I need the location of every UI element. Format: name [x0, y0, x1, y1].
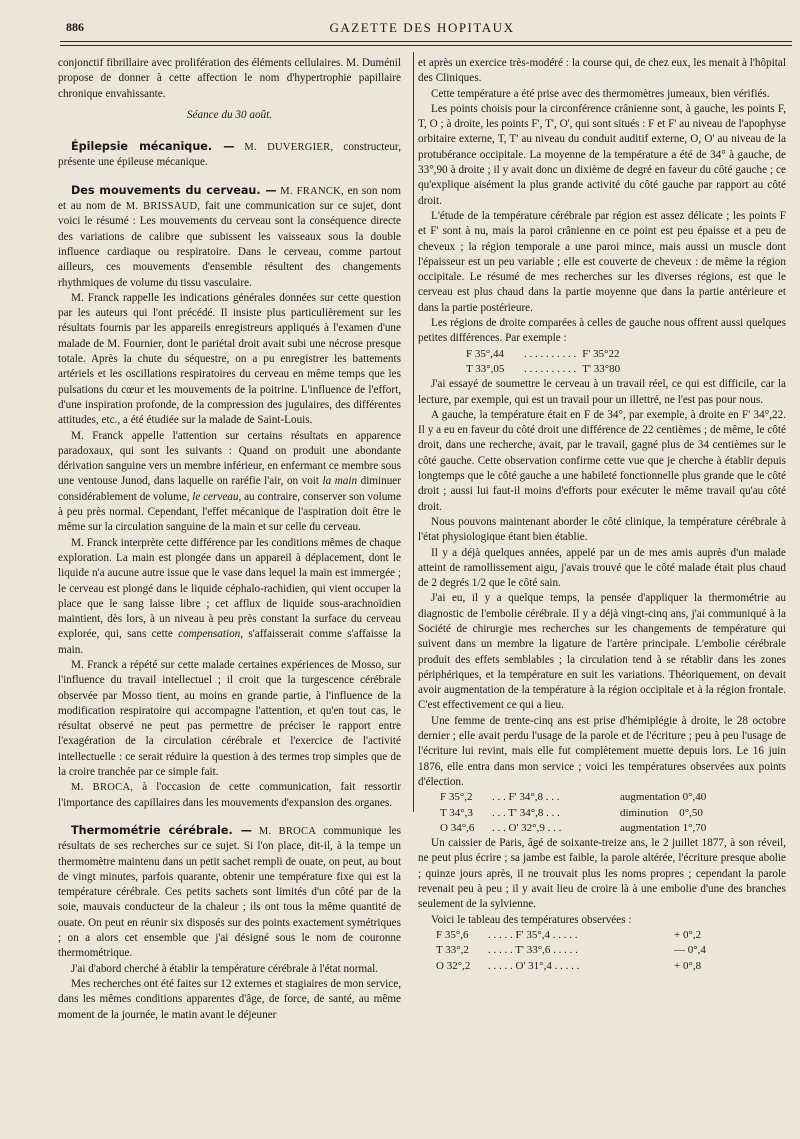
author-name: M. BROCA,	[71, 782, 134, 794]
paragraph: J'ai d'abord cherché à établir la température cérébrale à l'état normal.	[71, 962, 379, 975]
paragraph-text: s'affaisserait comme s'affaisse la main.	[58, 628, 401, 656]
observation-row	[418, 790, 786, 805]
temperature-right: F' 35°22	[582, 347, 620, 360]
temperature-middle: . . . O' 32°,9 . . .	[492, 821, 562, 834]
paragraph-thermometrie	[58, 823, 401, 962]
temperature-middle: . . . . . O' 31°,4 . . . . .	[488, 959, 580, 972]
observation-row	[418, 959, 786, 974]
temperature-middle: . . . . . T' 33°,6 . . . . .	[488, 944, 578, 957]
paragraph: J'ai eu, il y a quelque temps, la pensée d'appliquer la thermométrie au diagnostic de l'embolie cérébrale. Il y a déjà vingt-cinq ans, j'ai communiqué à la Société de chirurgie mes recherches sur les changements de température qui suivent dans un membre la ligature de l'artère principale. L'embolie cérébrale produit des effets semblables ; la circulation tend à se rétablir dans les zones périphériques, et la température en suit les variations. Théoriquement, on devait avoir augmentation de la température à la région occipitale et à la région frontale. C'est effectivement ce qui a lieu.	[418, 592, 786, 712]
column-divider	[413, 52, 414, 812]
author-name: M. FRANCK,	[280, 185, 344, 197]
paragraph-text: fait une communication sur ce sujet, dont voici le résumé : Les mouvements du cerveau sont la conséquence directe des variations de calibre que subissent les vaisseaux sous la double influence cardiaque ou respiratoire. Dans le cerveau, comme partout ailleurs, ces mouvements d'ensemble résultent des changements rhythmiques de volume du tissu vasculaire.	[58, 200, 401, 289]
section-heading: Thermométrie cérébrale. —	[71, 823, 252, 837]
temperature-left: T 33°,2	[436, 944, 469, 957]
paragraph: A gauche, la température était en F de 34°, par exemple, à droite en F' 34°,22. Il y a eu en faveur du côté droit une différence de 22 centièmes ; de même, le côté droit, dans une recherche, avait, par le travail, gagné plus de 34 centièmes sur le côté gauche. Cette observation confirme cette vue que je cherche à établir depuis longtemps que le côté gauche a une habileté fonctionnelle plus grande que le côté droit ; aussi lui faut-il moins d'efforts pour exécuter le même travail qu'au côté droit.	[418, 408, 786, 513]
paragraph: Un caissier de Paris, âgé de soixante-treize ans, le 2 juillet 1877, à son réveil, ne peut plus écrire ; sa jambe est faible, la parole altérée, l'écriture presque abolie ; quinze jours après, il ne trouvait plus les noms propres ; cependant la parole revenait peu à peu ; il y avait lieu de croire là à une embolie d'une des branches seulement de la sylvienne.	[418, 837, 786, 911]
paragraph: Cette température a été prise avec des thermomètres jumeaux, bien vérifiés.	[431, 87, 770, 100]
paragraph-text: en son nom et au nom de	[58, 184, 402, 213]
temperature-variation: augmentation 1°,70	[620, 821, 707, 834]
temperature-middle: . . . T' 34°,8 . . .	[492, 806, 560, 819]
page-number: 886	[66, 20, 84, 34]
paragraph-text: au contraire, conserver son volume à peu près normal. Cependant, l'effet mécanique de l'aspiration doit être le même sur la circulation sanguine de la main et sur celle du cerveau.	[58, 490, 401, 534]
paragraph: Nous pouvons maintenant aborder le côté clinique, la température cérébrale à l'état physiologique étant bien établie.	[418, 515, 786, 544]
observation-row	[418, 943, 786, 958]
paragraph	[58, 780, 401, 811]
left-column	[58, 56, 401, 1023]
observation-row	[418, 806, 786, 821]
temperature-row	[418, 347, 786, 362]
spacer	[58, 171, 401, 183]
paragraph: M. Franck a répété sur cette malade certaines expériences de Mosso, sur l'influence du travail intellectuel ; il croit que la turgescence cérébrale observée par Mosso tient, au moins en grande partie, à l'influence de la modification respiratoire qui accompagne l'attention, et qu'en tout cas, le résultat observé ne peut pas permettre de préciser le rapport entre l'exagération de la circulation cérébrale et l'exercice de l'activité intellectuelle : ce serait réduire la question à des termes trop simples que de la croire tranchée par ce simple fait.	[58, 658, 401, 779]
emphasis: le cerveau,	[192, 490, 242, 503]
temperature-left: F 35°,44	[466, 347, 505, 360]
temperature-row	[418, 362, 786, 377]
paragraph-text: communique les résultats de ses recherches sur ce sujet. Si l'on place, dit-il, à la tempe un thermomètre maintenu dans un petit sachet rempli de ouate, on peut, au bout de vingt minutes, parfois quarante, obtenir une température fixe qui est la température cérébrale. Ces petits sachets sont limités d'un côté par de la soie, mauvais conducteur de la chaleur ; ils ont tous la même quantité de ouate. On peut en réunir six disposés sur des points exactement symétriques ; on a alors cet ensemble que j'ai désigné sous le nom de couronne thermométrique.	[58, 824, 402, 960]
temperature-variation: augmentation 0°,40	[620, 791, 707, 804]
paragraph-text: à l'occasion de cette communication, fait ressortir l'importance des capillaires dans les mouvements d'expansion des organes.	[58, 781, 401, 809]
paragraph: M. Franck rappelle les indications générales données sur cette question par les auteurs qui l'ont précédé. Il insiste plus particulièrement sur les résultats fournis par les appareils enregistreurs appliqués à l'examen d'une malade de M. Fournier, dont le pariétal droit avait subi une nécrose presque totale. Après la chute du séquestre, on a pu enregistrer les battements artériels et les oscillations respiratoires du cerveau en même temps que les pulsations du cœur et les mouvements de la poitrine. L'influence de l'effort, d'une inspiration profonde, de la compression des jugulaires, des différentes attitudes, etc., a été étudiée sur la malade de Saint-Louis.	[58, 291, 401, 427]
paragraph: Une femme de trente-cinq ans est prise d'hémiplégie à droite, le 28 octobre dernier ; elle avait perdu l'usage de la parole et de l'écriture ; peu à peu l'usage de l'écriture lui revint, mais elle fut complètement muette depuis lors. Le 16 juin 1876, elle entra dans mon service ; voici les températures observées aux points d'élection.	[418, 714, 786, 788]
temperature-variation: + 0°,8	[674, 959, 702, 972]
temperature-left: T 34°,3	[440, 806, 473, 819]
paragraph: J'ai essayé de soumettre le cerveau à un travail réel, ce qui est difficile, car la lecture, par exemple, qui est un travail pour un illettré, ne l'est pas pour nous.	[418, 378, 786, 406]
temperature-left: O 34°,6	[440, 821, 475, 834]
temperature-left: O 32°,2	[436, 959, 471, 972]
paragraph: Mes recherches ont été faites sur 12 externes et stagiaires de mon service, dans les mêmes conditions apparentes d'âge, de force, de santé, au même moment de la journée, le matin avant le déjeuner	[58, 977, 401, 1021]
paragraph: Les points choisis pour la circonférence crânienne sont, à gauche, les points F, T, O ; à droite, les points F', T', O', qui sont situés : F et F' au niveau de l'apophyse orbitaire externe, T, T' au niveau du conduit auditif externe, O, O' au niveau de la protubérance occipitale. La moyenne de la température a été de 34° à gauche, de 33°,90 à droite ; il y avait donc un dixième de degré en faveur du côté gauche ; ce qu'explique aisément la plus grande activité du côté gauche par rapport au côté droit.	[418, 102, 786, 207]
page-header	[52, 14, 792, 40]
paragraph-text: diminuer considérablement de volume,	[58, 475, 401, 503]
paragraph-mouvements	[58, 183, 401, 291]
observation-row	[418, 821, 786, 836]
header-rule-double	[60, 45, 792, 46]
dot-leader: . . . . . . . . . .	[524, 347, 577, 360]
observation-row	[418, 928, 786, 943]
temperature-left: F 35°,6	[436, 928, 469, 941]
temperature-right: T' 33°80	[582, 362, 621, 375]
paragraph-text: M. Franck interprète cette différence par les conditions mêmes de chaque exploration. La main est plongée dans un appareil à déplacement, dont le liquide n'a aucune autre issue que le vase dans lequel la main est immergée ; le cerveau est plongé dans le liquide céphalo-rachidien, qui vient occuper la place que le sang laisse libre ; cet afflux de liquide sous-arachnoïdien maintient, dès lors, à un niveau à peu près constant la surface du cerveau explorée, qui, sans cette	[58, 536, 401, 641]
author-name: M. BRISSAUD,	[125, 201, 201, 213]
paragraph: conjonctif fibrillaire avec prolifération des éléments cellulaires. M. Duménil propose de donner à cette affection le nom d'hypertrophie papillaire chronique envahissante.	[58, 57, 401, 100]
paragraph: et après un exercice très-modéré : la course qui, de chez eux, les menait à l'hôpital des Cliniques.	[418, 57, 786, 85]
dot-leader: . . . . . . . . . .	[524, 362, 577, 375]
paragraph: L'étude de la température cérébrale par région est assez délicate ; les points F et F' sont à nu, mais la paroi crânienne en ce point est peu épaisse et a peu de cheveux ; la région temporale a une paroi mince, mais aussi un muscle dont l'épaisseur est un peu variable ; elle est couverte de cheveux : de même la région occipitale. Le résumé de mes recherches sur les diverses régions, est que le cerveau est plus chaud dans la partie moyenne que dans la partie antérieure et dans la partie postérieure.	[418, 209, 786, 314]
paragraph: Il y a déjà quelques années, appelé par un de mes amis auprès d'un malade atteint de ramollissement aigu, j'avais trouvé que le côté malade était plus chaud de 2 degrés 1/2 que le côté sain.	[418, 546, 786, 590]
emphasis: compensation,	[178, 628, 244, 641]
session-date: Séance du 30 août.	[186, 108, 273, 121]
temperature-middle: . . . F' 34°,8 . . .	[492, 791, 560, 804]
spacer	[58, 811, 401, 823]
spacer	[58, 127, 401, 139]
paragraph-epilepsie	[58, 139, 401, 171]
paragraph-text: constructeur, présente une épileuse mécanique.	[58, 141, 402, 169]
header-rule	[60, 41, 792, 42]
paragraph	[58, 536, 401, 658]
section-heading: Des mouvements du cerveau. —	[71, 183, 277, 197]
temperature-variation: diminution 0°,50	[620, 806, 703, 819]
author-name: M. BROCA	[258, 825, 317, 837]
temperature-variation: + 0°,2	[674, 928, 702, 941]
temperature-left: F 35°,2	[440, 791, 473, 804]
running-title: GAZETTE DES HOPITAUX	[329, 20, 515, 35]
temperature-left: T 33°,05	[466, 362, 505, 375]
paragraph: Voici le tableau des températures observées :	[431, 913, 632, 926]
author-name: M. DUVERGIER,	[244, 142, 334, 154]
paragraph-text: M. Franck appelle l'attention sur certains résultats en apparence paradoxaux, qui sont les suivants : Quand on produit une abondante dérivation sanguine vers un membre inférieur, en enfermant ce membre sous une ventouse Junod, dans laquelle on raréfie l'air, on voit	[58, 429, 401, 488]
emphasis: la main	[322, 475, 358, 488]
right-column	[418, 56, 786, 974]
section-heading: Épilepsie mécanique. —	[71, 140, 235, 154]
paragraph: Les régions de droite comparées à celles de gauche nous offrent aussi quelques petites différences. Par exemple :	[418, 317, 786, 345]
temperature-middle: . . . . . F' 35°,4 . . . . .	[488, 928, 578, 941]
temperature-variation: — 0°,4	[674, 944, 706, 957]
paragraph	[58, 429, 401, 536]
